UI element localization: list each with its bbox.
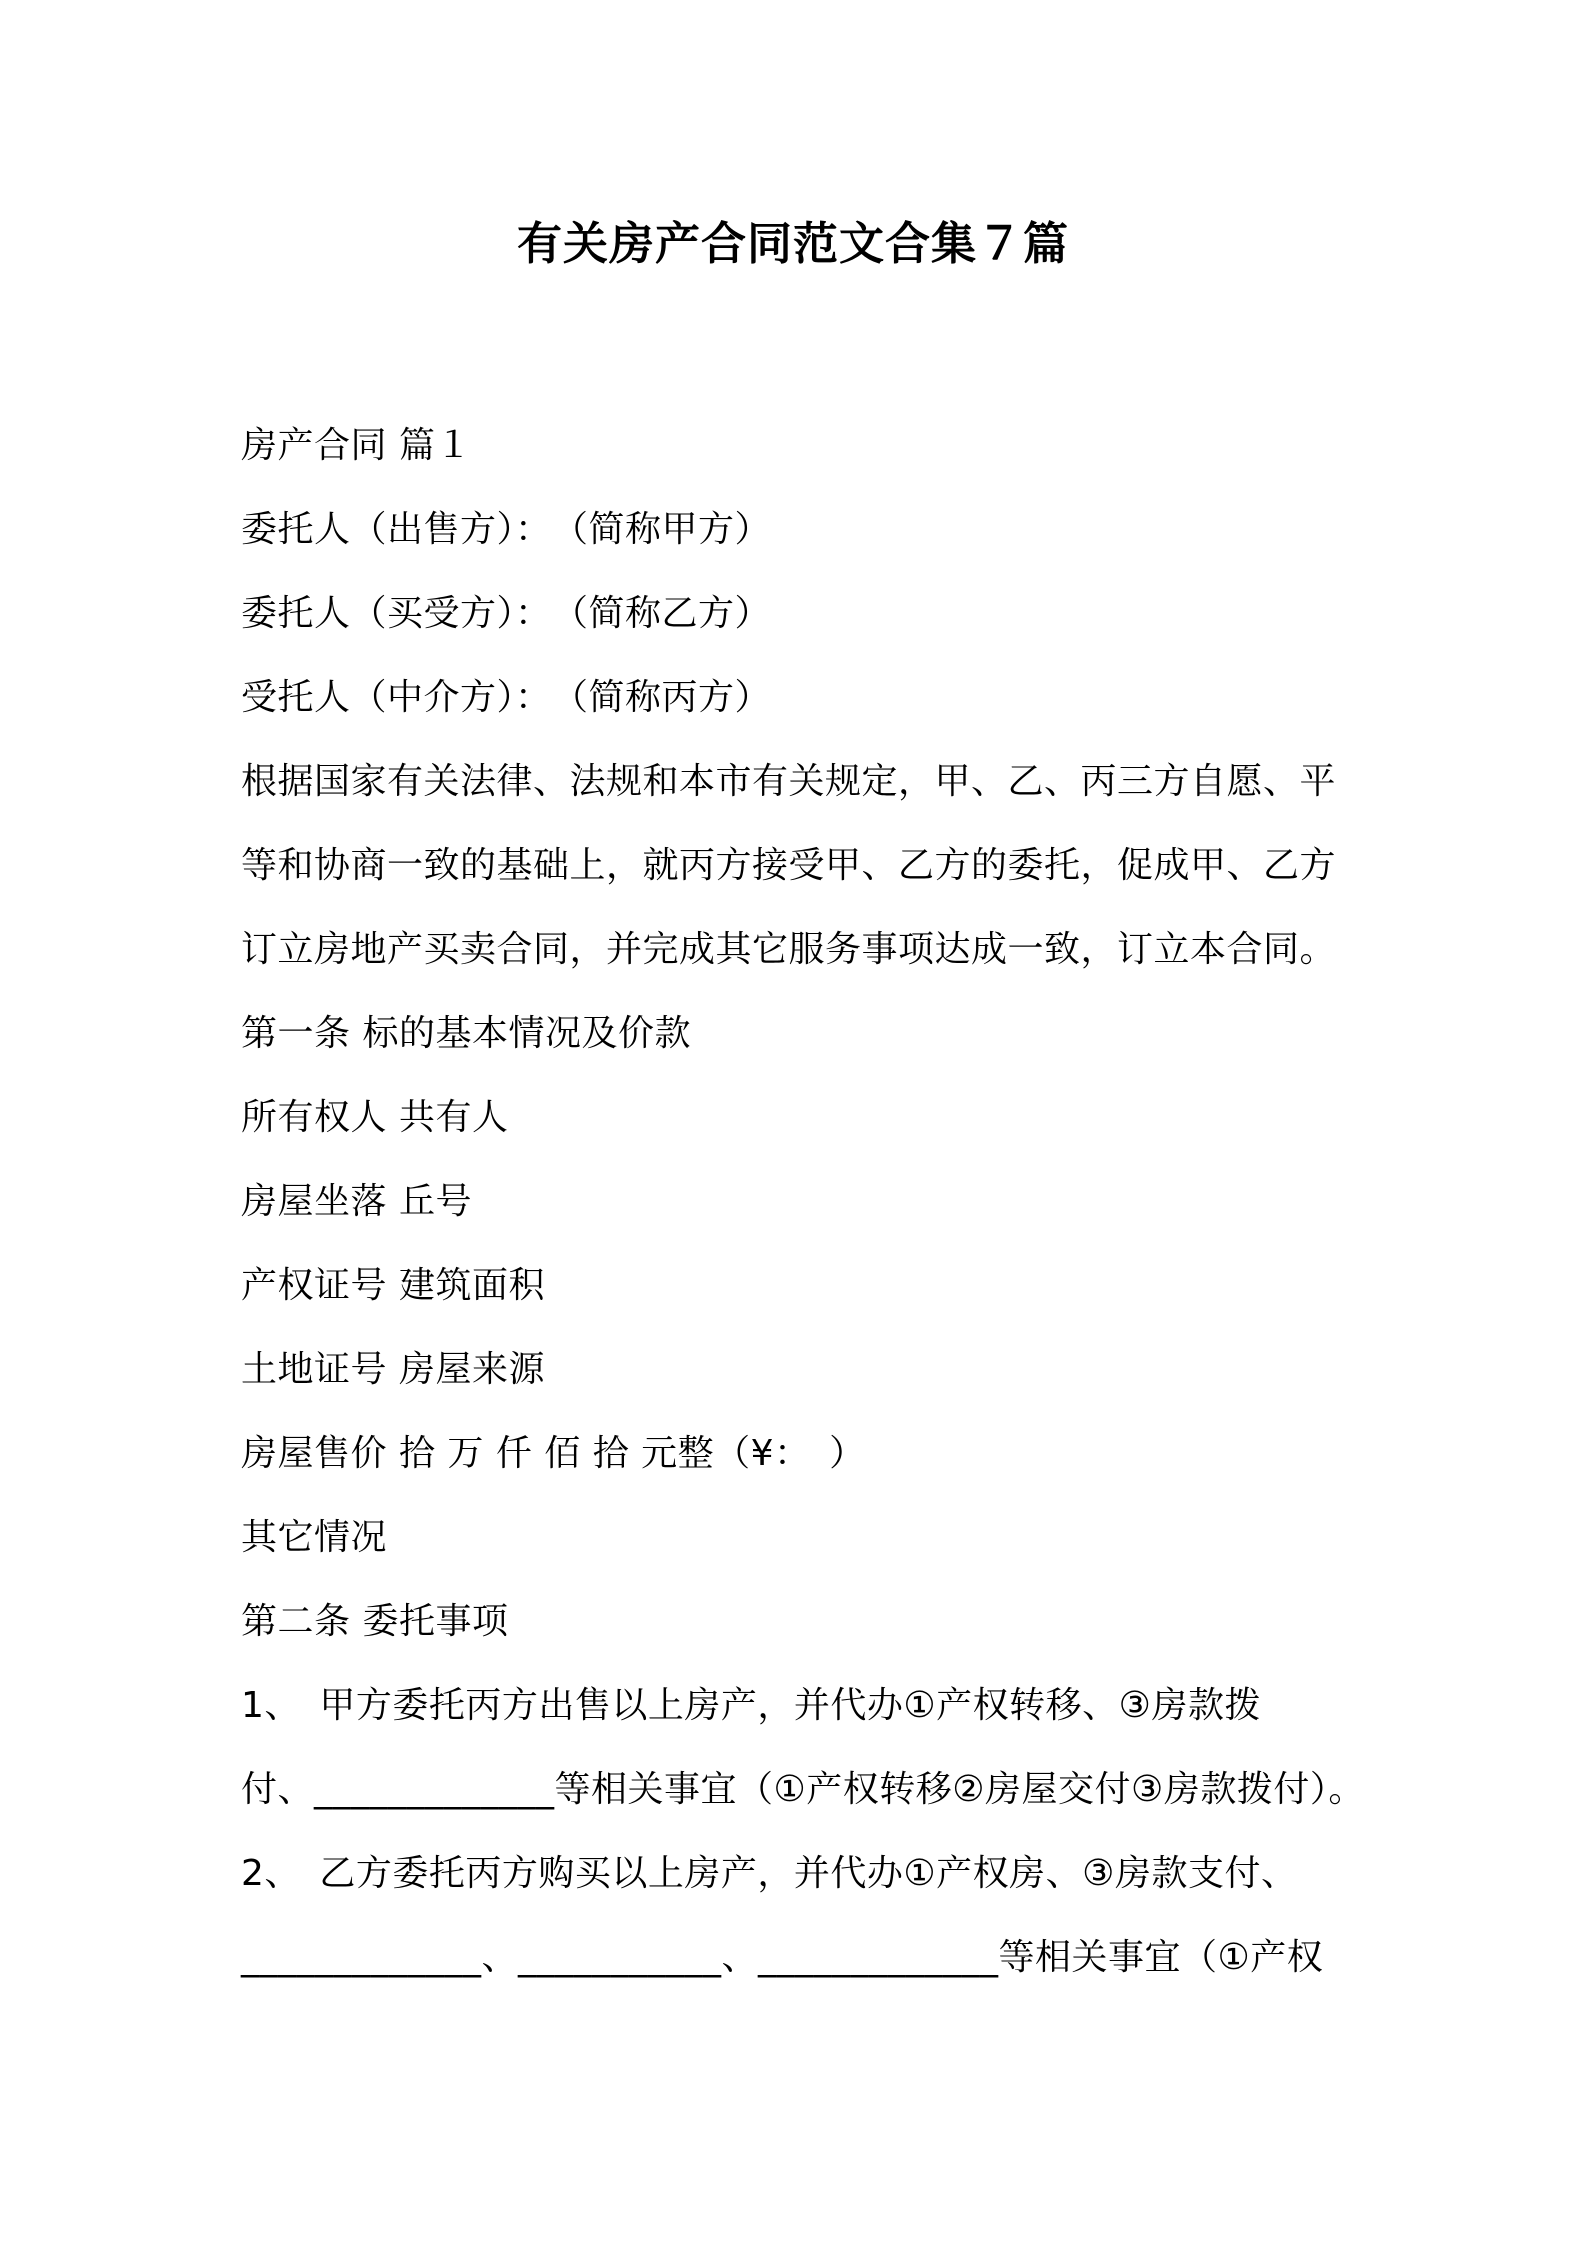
document-title: 有关房产合同范文合集７篇 [516, 217, 1069, 270]
field-line: 土地证号 房屋来源 [241, 1349, 545, 1390]
clause-line: 1、 甲方委托丙方出售以上房产，并代办①产权转移、③房款拨 [241, 1685, 1261, 1726]
section-heading: 房产合同 篇１ [241, 425, 472, 466]
clause-line: 付、_____________等相关事宜（①产权转移②房屋交付③房款拨付）。 [241, 1769, 1365, 1810]
price-line: 房屋售价 拾 万 仟 佰 拾 元整（¥： ） [241, 1433, 866, 1474]
paragraph-line: 订立房地产买卖合同，并完成其它服务事项达成一致，订立本合同。 [241, 929, 1337, 970]
party-agent: 受托人（中介方）： （简称丙方） [241, 677, 772, 718]
field-line: 产权证号 建筑面积 [241, 1265, 545, 1306]
article-heading: 第一条 标的基本情况及价款 [241, 1013, 691, 1054]
clause-line: 2、 乙方委托丙方购买以上房产，并代办①产权房、③房款支付、 [241, 1853, 1298, 1894]
party-buyer: 委托人（买受方）： （简称乙方） [241, 593, 772, 634]
clause-line: _____________、___________、_____________等相关事宜（①产权 [241, 1937, 1324, 1978]
field-line: 其它情况 [241, 1517, 388, 1558]
party-seller: 委托人（出售方）： （简称甲方） [241, 509, 772, 550]
document-body [241, 404, 1365, 2000]
article-heading: 第二条 委托事项 [241, 1601, 509, 1642]
paragraph-line: 根据国家有关法律、法规和本市有关规定，甲、乙、丙三方自愿、平 [241, 761, 1337, 802]
field-line: 房屋坐落 丘号 [241, 1181, 472, 1222]
paragraph-line: 等和协商一致的基础上，就丙方接受甲、乙方的委托，促成甲、乙方 [241, 845, 1337, 886]
field-line: 所有权人 共有人 [241, 1097, 509, 1138]
